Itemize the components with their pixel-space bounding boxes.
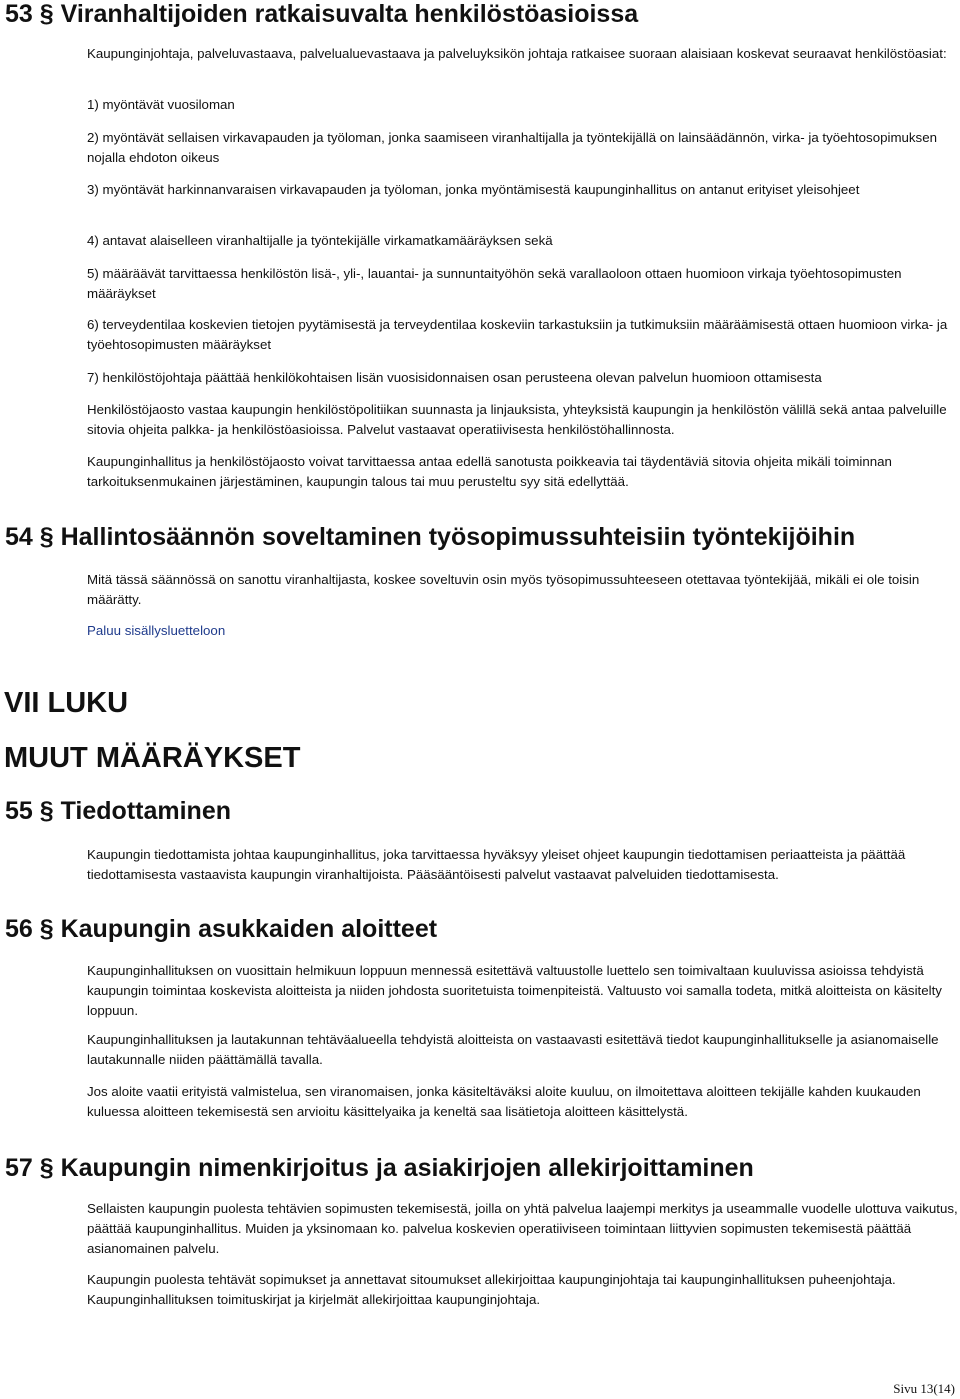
section-56-heading: 56 § Kaupungin asukkaiden aloitteet bbox=[5, 915, 438, 943]
section-54-heading: 54 § Hallintosäännön soveltaminen työsopimussuhteisiin työntekijöihin bbox=[5, 523, 856, 551]
section-53-paragraph-2: Henkilöstöjaosto vastaa kaupungin henkilöstöpolitiikan suunnasta ja linjauksista, yhteyksistä kaupungin ja henkilöstön välillä sekä antaa palveluille sitovia ohjeita palkka- ja henkilöstöasioissa. Palvelut vastaavat operatiivisesta henkilöstöhallinnosta. bbox=[87, 402, 947, 437]
section-53-heading: 53 § Viranhaltijoiden ratkaisuvalta henkilöstöasioissa bbox=[5, 0, 639, 28]
list-item-2: 2) myöntävät sellaisen virkavapauden ja työloman, jonka saamiseen viranhaltijalla ja työntekijällä on lainsäädännön, virka- ja työehtosopimuksen nojalla ehdoton oikeus bbox=[87, 130, 938, 165]
chapter-title: MUUT MÄÄRÄYKSET bbox=[4, 742, 301, 774]
section-57-paragraph-1: Sellaisten kaupungin puolesta tehtävien sopimusten tekemisestä, joilla on yhtä palvelua laajempi merkitys ja useammalle vuodelle ulottuva vaikutus, päättää kaupunginhallitus. Muiden ja yksinomaan ko. palvelua koskevien operatiiviseen toimintaan liittyvien sopimusten tekemisestä päättää asianomainen palvelu. bbox=[87, 1201, 958, 1256]
page-number: Sivu 13(14) bbox=[893, 1381, 955, 1396]
section-56-paragraph-2: Kaupunginhallituksen ja lautakunnan tehtäväalueella tehdyistä aloitteista on vastaavasti esitettävä tiedot kaupunginhallitukselle ja asianomaiselle lautakunnalle niiden päättämällä tavalla. bbox=[87, 1032, 939, 1067]
section-56-paragraph-1: Kaupunginhallituksen on vuosittain helmikuun loppuun mennessä esitettävä valtuustolle luettelo sen toimivaltaan kuuluvissa asioissa tehdyistä kaupungin toimintaa koskevista aloitteista ja niiden johdosta suoritetuista toimenpiteistä. Valtuusto voi samalla todeta, mitkä aloitteista on käsitelty loppuun. bbox=[87, 963, 942, 1018]
list-item-5: 5) määräävät tarvittaessa henkilöstön lisä-, yli-, lauantai- ja sunnuntaityöhön sekä varallaoloon ottaen huomioon virkaja työehtosopimusten määräykset bbox=[87, 266, 902, 301]
list-item-4: 4) antavat alaiselleen viranhaltijalle ja työntekijälle virkamatkamääräyksen sekä bbox=[87, 233, 553, 248]
section-55-paragraph-1: Kaupungin tiedottamista johtaa kaupunginhallitus, joka tarvittaessa hyväksyy yleiset ohjeet kaupungin tiedottamisen periaatteista ja päättää tiedottamisesta vastaavista kaupungin viranhaltijoista. Pääsääntöisesti palvelut vastaavat palveluiden tiedottamisesta. bbox=[87, 847, 906, 882]
section-53-paragraph-3: Kaupunginhallitus ja henkilöstöjaosto voivat tarvittaessa antaa edellä sanotusta poikkeavia tai täydentäviä sitovia ohjeita mikäli toiminnan tarkoituksenmukainen järjestäminen, kaupungin talous tai muu perusteltu syy sitä edellyttää. bbox=[87, 454, 892, 489]
list-item-6: 6) terveydentilaa koskevien tietojen pyytämisestä ja terveydentilaa koskeviin tarkastuksiin ja tutkimuksiin määräämisestä ottaen huomioon virka- ja työehtosopimusten määräykset bbox=[87, 317, 948, 352]
list-item-3: 3) myöntävät harkinnanvaraisen virkavapauden ja työloman, jonka myöntämisestä kaupunginhallitus on antanut erityiset yleisohjeet bbox=[87, 182, 860, 197]
section-56-paragraph-3: Jos aloite vaatii erityistä valmistelua, sen viranomaisen, jonka käsiteltäväksi aloite kuuluu, on ilmoitettava aloitteen tekijälle kahden kuukauden kuluessa aloitteen tekemisestä sen arvioitu käsittelyaika ja keneltä saa lisätietoja aloitteen käsittelystä. bbox=[87, 1084, 921, 1119]
list-item-7: 7) henkilöstöjohtaja päättää henkilökohtaisen lisän vuosisidonnaisen osan perusteena olevan palvelun huomioon ottamisesta bbox=[87, 370, 822, 385]
section-57-paragraph-2: Kaupungin puolesta tehtävät sopimukset ja annettavat sitoumukset allekirjoittaa kaupunginjohtaja tai kaupunginhallituksen puheenjohtaja. Kaupunginhallituksen toimituskirjat ja kirjelmät allekirjoittaa kaupunginjohtaja. bbox=[87, 1272, 896, 1307]
chapter-number: VII LUKU bbox=[4, 687, 129, 719]
section-55-heading: 55 § Tiedottaminen bbox=[5, 797, 231, 825]
section-57-heading: 57 § Kaupungin nimenkirjoitus ja asiakirjojen allekirjoittaminen bbox=[5, 1154, 754, 1182]
back-to-toc-link[interactable]: Paluu sisällysluetteloon bbox=[87, 623, 226, 638]
list-item-1: 1) myöntävät vuosiloman bbox=[87, 97, 235, 112]
section-53-intro: Kaupunginjohtaja, palveluvastaava, palvelualuevastaava ja palveluyksikön johtaja ratkaisee suoraan alaisiaan koskevat seuraavat henkilöstöasiat: bbox=[87, 46, 947, 61]
section-54-paragraph-1: Mitä tässä säännössä on sanottu viranhaltijasta, koskee soveltuvin osin myös työsopimussuhteeseen otettavaa työntekijää, mikäli ei ole toisin määrätty. bbox=[87, 572, 920, 607]
